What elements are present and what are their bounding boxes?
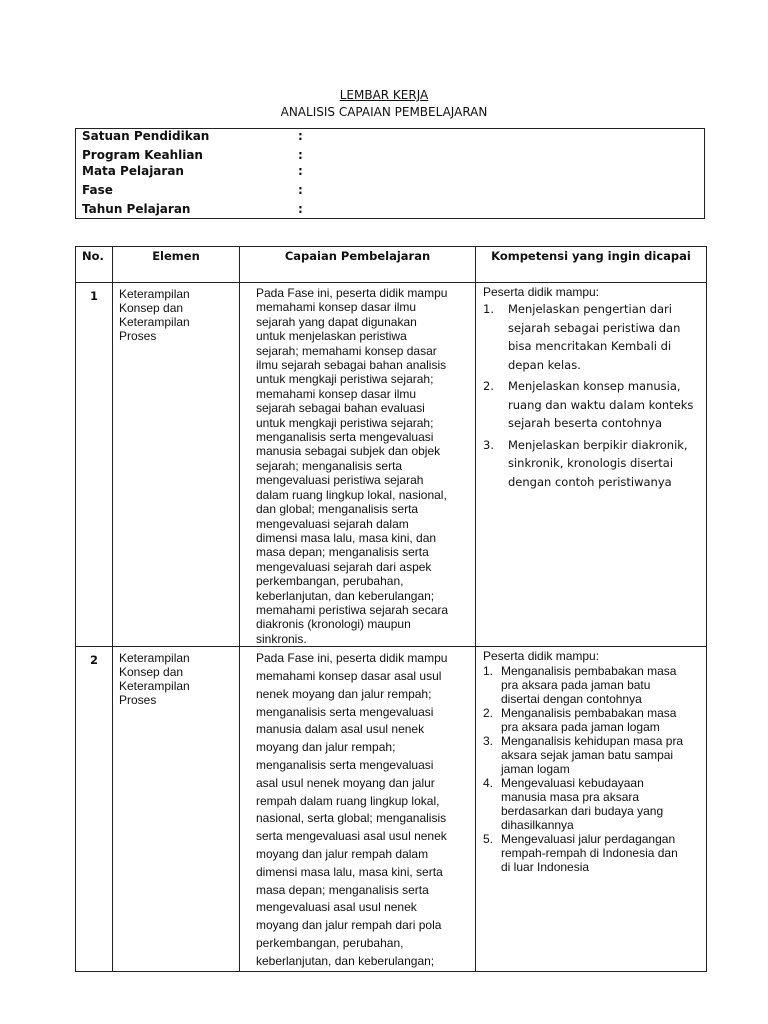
item-line: aksara sejak jaman batu sampai bbox=[501, 748, 674, 763]
item-line: disertai dengan contohnya bbox=[501, 692, 642, 707]
capaian-line: asal usul nenek moyang dan jalur bbox=[256, 775, 435, 790]
item-line: sejarah beserta contohnya bbox=[508, 416, 663, 430]
capaian-line: dan global; menganalisis serta bbox=[256, 502, 419, 517]
capaian-line: diakronis (kronologi) maupun bbox=[256, 617, 411, 632]
capaian-line: moyang dan jalur rempah dalam bbox=[256, 846, 429, 861]
elemen-line: Keterampilan bbox=[119, 315, 190, 329]
capaian-line: memahami konsep dasar ilmu bbox=[256, 300, 417, 315]
info-colon: : bbox=[298, 202, 303, 216]
kompetensi-cell bbox=[476, 283, 707, 647]
row-number: 1 bbox=[76, 283, 113, 647]
info-label: Tahun Pelajaran bbox=[82, 202, 191, 216]
capaian-cell bbox=[240, 647, 476, 971]
item-number: 4. bbox=[483, 776, 494, 791]
list-item bbox=[483, 300, 700, 374]
header-kompetensi: Kompetensi yang ingin dicapai bbox=[476, 247, 707, 283]
elemen-line: Proses bbox=[119, 329, 157, 343]
item-line: Menjelaskan konsep manusia, bbox=[508, 379, 681, 393]
list-item bbox=[483, 377, 700, 433]
capaian-line: menganalisis serta mengevaluasi bbox=[256, 430, 434, 445]
table-row bbox=[76, 647, 707, 971]
table-row bbox=[76, 283, 707, 647]
capaian-line: menganalisis serta mengevaluasi bbox=[256, 757, 434, 772]
capaian-line: mengevaluasi sejarah dalam bbox=[256, 516, 409, 531]
capaian-line: mengevaluasi peristiwa sejarah bbox=[256, 473, 424, 488]
analysis-table bbox=[75, 246, 707, 972]
info-colon: : bbox=[298, 164, 303, 178]
item-number: 3. bbox=[483, 734, 494, 749]
capaian-line: nasional, serta global; menganalisis bbox=[256, 811, 447, 826]
capaian-line: perkembangan, perubahan, bbox=[256, 935, 404, 950]
info-colon: : bbox=[298, 148, 303, 162]
list-item bbox=[483, 664, 700, 706]
capaian-line: keberlanjutan, dan keberulangan; bbox=[256, 588, 435, 603]
capaian-line: perkembangan, perubahan, bbox=[256, 574, 404, 589]
info-label: Satuan Pendidikan bbox=[82, 129, 210, 143]
capaian-line: sinkronis. bbox=[256, 631, 307, 646]
capaian-line: sejarah; memahami konsep dasar bbox=[256, 343, 437, 358]
elemen-line: Proses bbox=[119, 693, 157, 708]
info-label: Fase bbox=[82, 183, 113, 197]
list-item bbox=[483, 776, 700, 832]
item-line: dengan contoh peristiwanya bbox=[508, 474, 672, 489]
list-item bbox=[483, 832, 700, 874]
info-row bbox=[82, 129, 303, 143]
capaian-line: masa depan; menganalisis serta bbox=[256, 882, 429, 897]
kompetensi-intro: Peserta didik mampu: bbox=[483, 649, 600, 664]
capaian-line: serta mengevaluasi asal usul nenek bbox=[256, 829, 447, 844]
elemen-line: Keterampilan bbox=[119, 679, 190, 694]
row-number: 2 bbox=[76, 647, 113, 971]
elemen-line: Konsep dan bbox=[119, 665, 184, 680]
list-item bbox=[483, 706, 700, 734]
capaian-line: keberlanjutan, dan keberulangan; bbox=[256, 953, 435, 968]
info-label: Mata Pelajaran bbox=[82, 164, 184, 178]
item-line: bisa mencritakan Kembali di bbox=[508, 339, 672, 353]
info-row bbox=[82, 202, 303, 216]
document-title: LEMBAR KERJA bbox=[339, 88, 429, 102]
item-line: berdasarkan dari budaya yang bbox=[501, 804, 664, 819]
item-line: sinkronik, kronologis disertai bbox=[508, 456, 674, 470]
capaian-line: Pada Fase ini, peserta didik mampu bbox=[256, 286, 448, 300]
capaian-line: Pada Fase ini, peserta didik mampu bbox=[256, 651, 448, 666]
kompetensi-list bbox=[483, 664, 700, 874]
item-line: Menganalisis kehidupan masa pra bbox=[501, 734, 684, 749]
item-line: pra aksara pada jaman logam bbox=[501, 720, 660, 735]
kompetensi-intro: Peserta didik mampu: bbox=[483, 285, 600, 299]
table-header-row bbox=[76, 247, 707, 283]
capaian-line: moyang dan jalur rempah; bbox=[256, 740, 396, 755]
info-colon: : bbox=[298, 129, 303, 143]
capaian-line: manusia dalam asal usul nenek bbox=[256, 722, 425, 737]
kompetensi-cell bbox=[476, 647, 707, 971]
item-line: di luar Indonesia bbox=[501, 860, 590, 875]
capaian-line: untuk mengkaji peristiwa sejarah; bbox=[256, 372, 434, 387]
capaian-line: memahami peristiwa sejarah secara bbox=[256, 602, 449, 617]
capaian-line: mengevaluasi sejarah dari aspek bbox=[256, 559, 432, 574]
item-number: 5. bbox=[483, 832, 494, 847]
capaian-line: manusia sebagai subjek dan objek bbox=[256, 444, 441, 459]
elemen-line: Keterampilan bbox=[119, 287, 190, 301]
item-line: Mengevaluasi jalur perdagangan bbox=[501, 832, 676, 847]
info-row bbox=[82, 148, 303, 162]
header-elemen: Elemen bbox=[113, 247, 240, 283]
capaian-line: nenek moyang dan jalur rempah; bbox=[256, 686, 432, 701]
item-line: Menjelaskan berpikir diakronik, bbox=[508, 437, 688, 452]
capaian-line: dimensi masa lalu, masa kini, dan bbox=[256, 530, 437, 545]
capaian-line: sejarah sebagai bahan evaluasi bbox=[256, 401, 425, 416]
capaian-line: sejarah; menganalisis serta bbox=[256, 458, 403, 473]
capaian-line: dimensi masa lalu, masa kini, serta bbox=[256, 864, 443, 879]
capaian-line: untuk menjelaskan peristiwa bbox=[256, 329, 407, 344]
elemen-line: Keterampilan bbox=[119, 651, 190, 666]
list-item bbox=[483, 734, 700, 776]
info-colon: : bbox=[298, 183, 303, 197]
item-line: dihasilkannya bbox=[501, 818, 574, 833]
list-item bbox=[483, 436, 700, 492]
header-no: No. bbox=[76, 247, 113, 283]
identity-box bbox=[75, 128, 705, 219]
item-number: 3. bbox=[483, 437, 494, 452]
item-line: rempah-rempah di Indonesia dan bbox=[501, 846, 678, 861]
item-number: 1. bbox=[483, 302, 494, 316]
item-number: 2. bbox=[483, 379, 494, 393]
item-line: depan kelas. bbox=[508, 357, 581, 372]
item-line: pra aksara pada jaman batu bbox=[501, 678, 651, 693]
item-number: 1. bbox=[483, 664, 494, 679]
document-subtitle: ANALISIS CAPAIAN PEMBELAJARAN bbox=[280, 105, 488, 119]
elemen-line: Konsep dan bbox=[119, 301, 184, 315]
item-line: sejarah sebagai peristiwa dan bbox=[508, 320, 681, 335]
item-line: Menganalisis pembabakan masa bbox=[501, 664, 677, 679]
item-line: jaman logam bbox=[501, 762, 570, 777]
info-row bbox=[82, 183, 303, 197]
capaian-line: untuk mengkaji peristiwa sejarah; bbox=[256, 415, 434, 430]
item-line: Menjelaskan pengertian dari bbox=[508, 302, 672, 316]
info-label: Program Keahlian bbox=[82, 148, 203, 162]
item-line: Mengevaluasi kebudayaan bbox=[501, 776, 644, 791]
capaian-line: ilmu sejarah sebagai bahan analisis bbox=[256, 358, 447, 373]
capaian-line: menganalisis serta mengevaluasi bbox=[256, 704, 434, 719]
capaian-line: memahami konsep dasar asal usul bbox=[256, 668, 442, 683]
capaian-line: rempah dalam ruang lingkup lokal, bbox=[256, 793, 440, 808]
capaian-cell bbox=[240, 283, 476, 647]
item-line: Menganalisis pembabakan masa bbox=[501, 706, 677, 721]
info-row bbox=[82, 164, 303, 178]
elemen-cell bbox=[113, 283, 240, 647]
capaian-line: dalam ruang lingkup lokal, nasional, bbox=[256, 487, 447, 502]
capaian-line: moyang dan jalur rempah dari pola bbox=[256, 918, 442, 933]
capaian-line: masa depan; menganalisis serta bbox=[256, 545, 429, 560]
item-number: 2. bbox=[483, 706, 494, 721]
capaian-line: sejarah yang dapat digunakan bbox=[256, 314, 417, 329]
elemen-cell bbox=[113, 647, 240, 971]
kompetensi-list bbox=[483, 300, 700, 491]
item-line: ruang dan waktu dalam konteks bbox=[508, 397, 694, 412]
header-capaian: Capaian Pembelajaran bbox=[240, 247, 476, 283]
capaian-line: mengevaluasi asal usul nenek bbox=[256, 900, 417, 915]
item-line: manusia masa pra aksara bbox=[501, 790, 640, 805]
capaian-line: memahami konsep dasar ilmu bbox=[256, 386, 417, 401]
